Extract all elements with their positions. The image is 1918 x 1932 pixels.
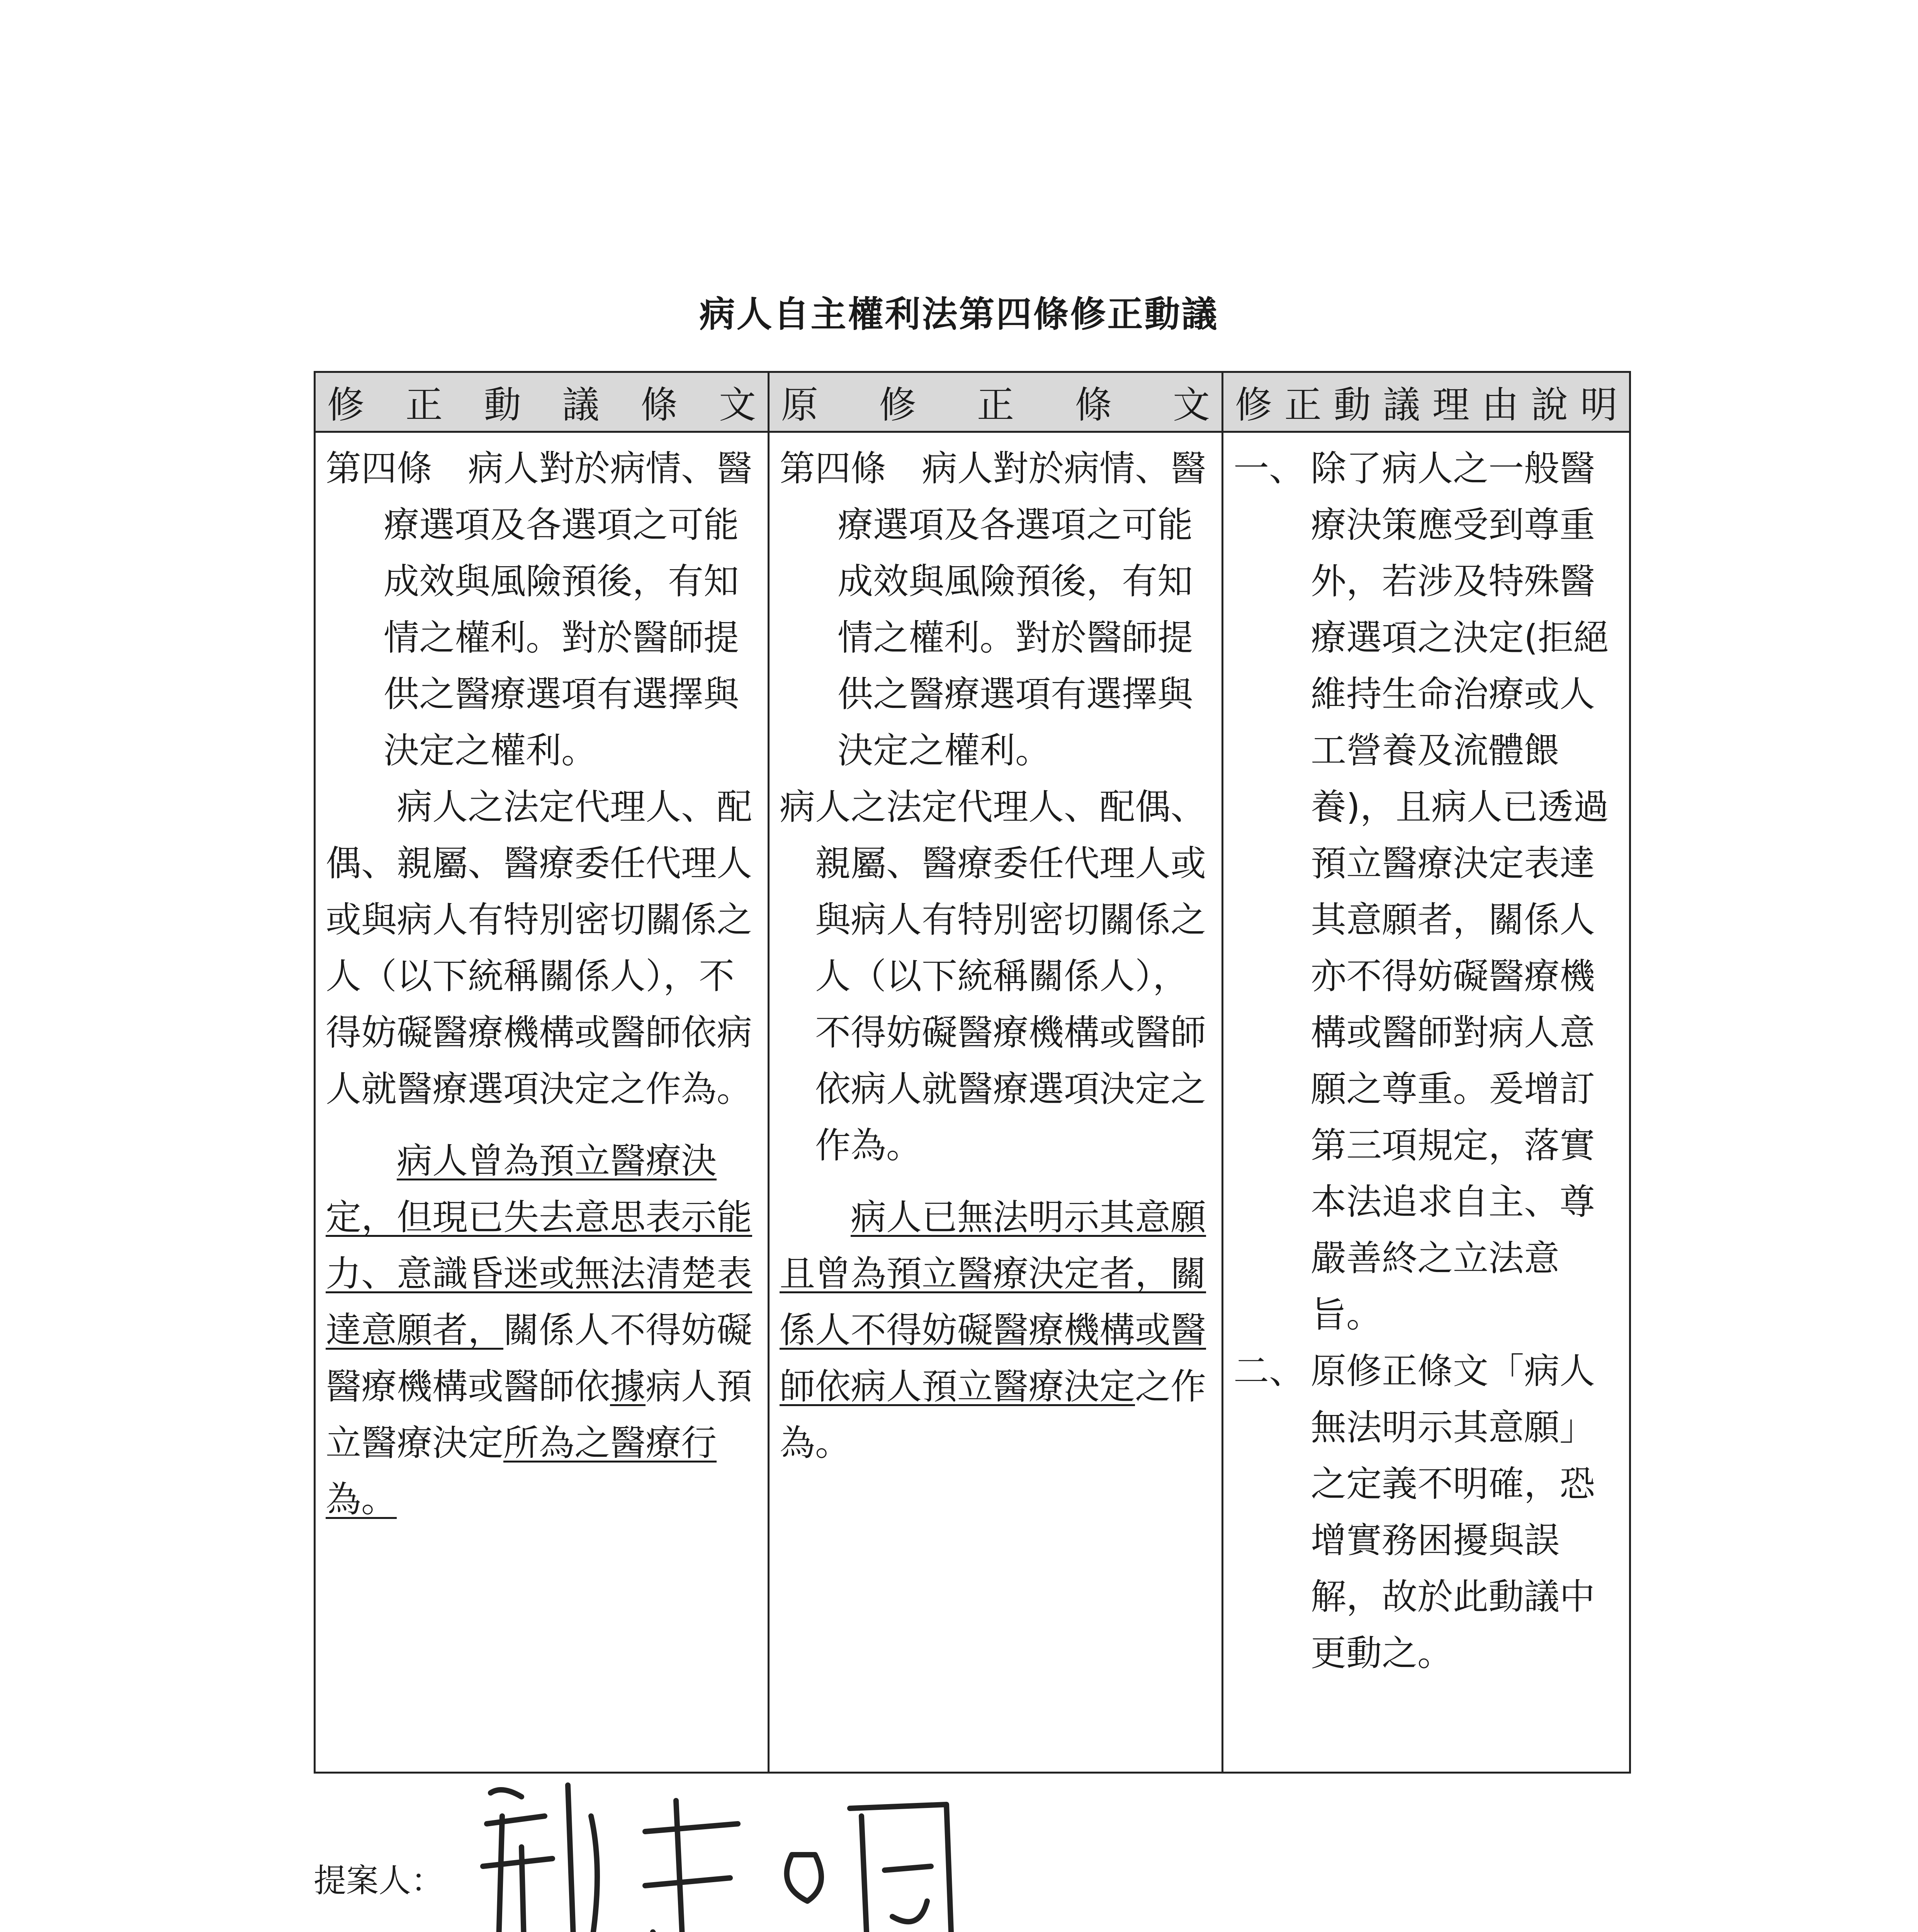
header-reason (1223, 373, 1629, 433)
item-number: 二、 (1233, 1350, 1305, 1392)
item-text: 原修正條文「病人無法明示其意願」之定義不明確，恐增實務困擾與誤解，故於此動議中更動之。 (1311, 1350, 1595, 1674)
amended-para-2: 病人之法定代理人、配偶、親屬、醫療委任代理人或與病人有特別密切關係之人（以下統稱關係人），不得妨礙醫療機構或醫師依病人就醫療選項決定之作為。 (326, 786, 753, 1110)
header-char: 動 (484, 383, 521, 427)
header-char: 明 (1580, 383, 1617, 427)
original-para-2: 病人之法定代理人、配偶、親屬、醫療委任代理人或與病人有特別密切關係之人（以下統稱關係人），不得妨礙醫療機構或醫師依病人就醫療選項決定之作為。 (780, 786, 1206, 1166)
item-text: 除了病人之一般醫療決策應受到尊重外，若涉及特殊醫療選項之決定(拒絕維持生命治療或人工營養及流體餵養)，且病人已透過預立醫療決定表達其意願者，關係人亦不得妨礙醫療機構或醫師對病人意願之尊重。爰增訂第三項規定，落實本法追求自主、尊嚴善終之立法意旨。 (1311, 448, 1609, 1335)
plain-text: 關係人不得妨礙醫療機構或醫師依 (326, 1310, 753, 1407)
header-char: 修 (879, 383, 916, 427)
original-para-3 (780, 1189, 1211, 1471)
underlined-text: 關係人不得妨礙醫療機構或醫師依病人預立醫療決定 (780, 1253, 1206, 1407)
plain-text: 病人預立醫療決定 (326, 1366, 753, 1464)
amendment-table (314, 371, 1631, 1774)
underlined-text: 病人已無法明示其意願且曾為預立醫療決定者， (780, 1197, 1206, 1294)
header-char: 由 (1481, 383, 1519, 427)
item-number: 一、 (1233, 448, 1305, 489)
header-char: 正 (405, 383, 443, 427)
header-char: 動 (1334, 383, 1371, 427)
reason-item-2 (1233, 1343, 1619, 1682)
original-para-1 (780, 440, 1211, 779)
underlined-text: 所為之醫療行為。 (326, 1422, 717, 1520)
header-char: 理 (1432, 383, 1470, 427)
header-original-text (770, 373, 1223, 433)
proposer-signature (444, 1770, 985, 1932)
header-char: 正 (977, 383, 1014, 427)
header-char: 議 (1383, 383, 1420, 427)
reason-item-1 (1233, 440, 1619, 1343)
proposer-label: 提案人： (314, 1862, 444, 1900)
document-title: 病人自主權利法第四條修正動議 (699, 294, 1219, 335)
header-char: 條 (640, 383, 678, 427)
header-char: 原 (781, 383, 818, 427)
header-char: 正 (1284, 383, 1322, 427)
header-char: 議 (562, 383, 600, 427)
header-char: 文 (719, 383, 756, 427)
header-char: 修 (327, 383, 364, 427)
underlined-text: 據 (610, 1366, 646, 1407)
header-char: 說 (1531, 383, 1568, 427)
plain-text: 之作為。 (780, 1366, 1206, 1464)
underlined-text: 病人曾為預立醫療決定，但現已失去意思表示能力、意識昏迷或無法清楚表達意願者， (326, 1140, 753, 1351)
reason-cell (1223, 433, 1629, 1772)
para-text: 病人對於病情、醫療選項及各選項之可能成效與風險預後，有知情之權利。對於醫師提供之醫療選項有選擇與決定之權利。 (384, 448, 753, 771)
original-text-cell (770, 433, 1223, 1772)
article-number: 第四條 (326, 448, 433, 489)
header-char: 修 (1235, 383, 1272, 427)
header-amended-text (316, 373, 770, 433)
para-text: 病人對於病情、醫療選項及各選項之可能成效與風險預後，有知情之權利。對於醫師提供之醫療選項有選擇與決定之權利。 (838, 448, 1206, 771)
amended-text-cell (316, 433, 770, 1772)
amended-para-3 (326, 1133, 758, 1528)
article-number: 第四條 (780, 448, 887, 489)
header-char: 文 (1173, 383, 1210, 427)
header-char: 條 (1075, 383, 1112, 427)
amended-para-1 (326, 440, 758, 779)
